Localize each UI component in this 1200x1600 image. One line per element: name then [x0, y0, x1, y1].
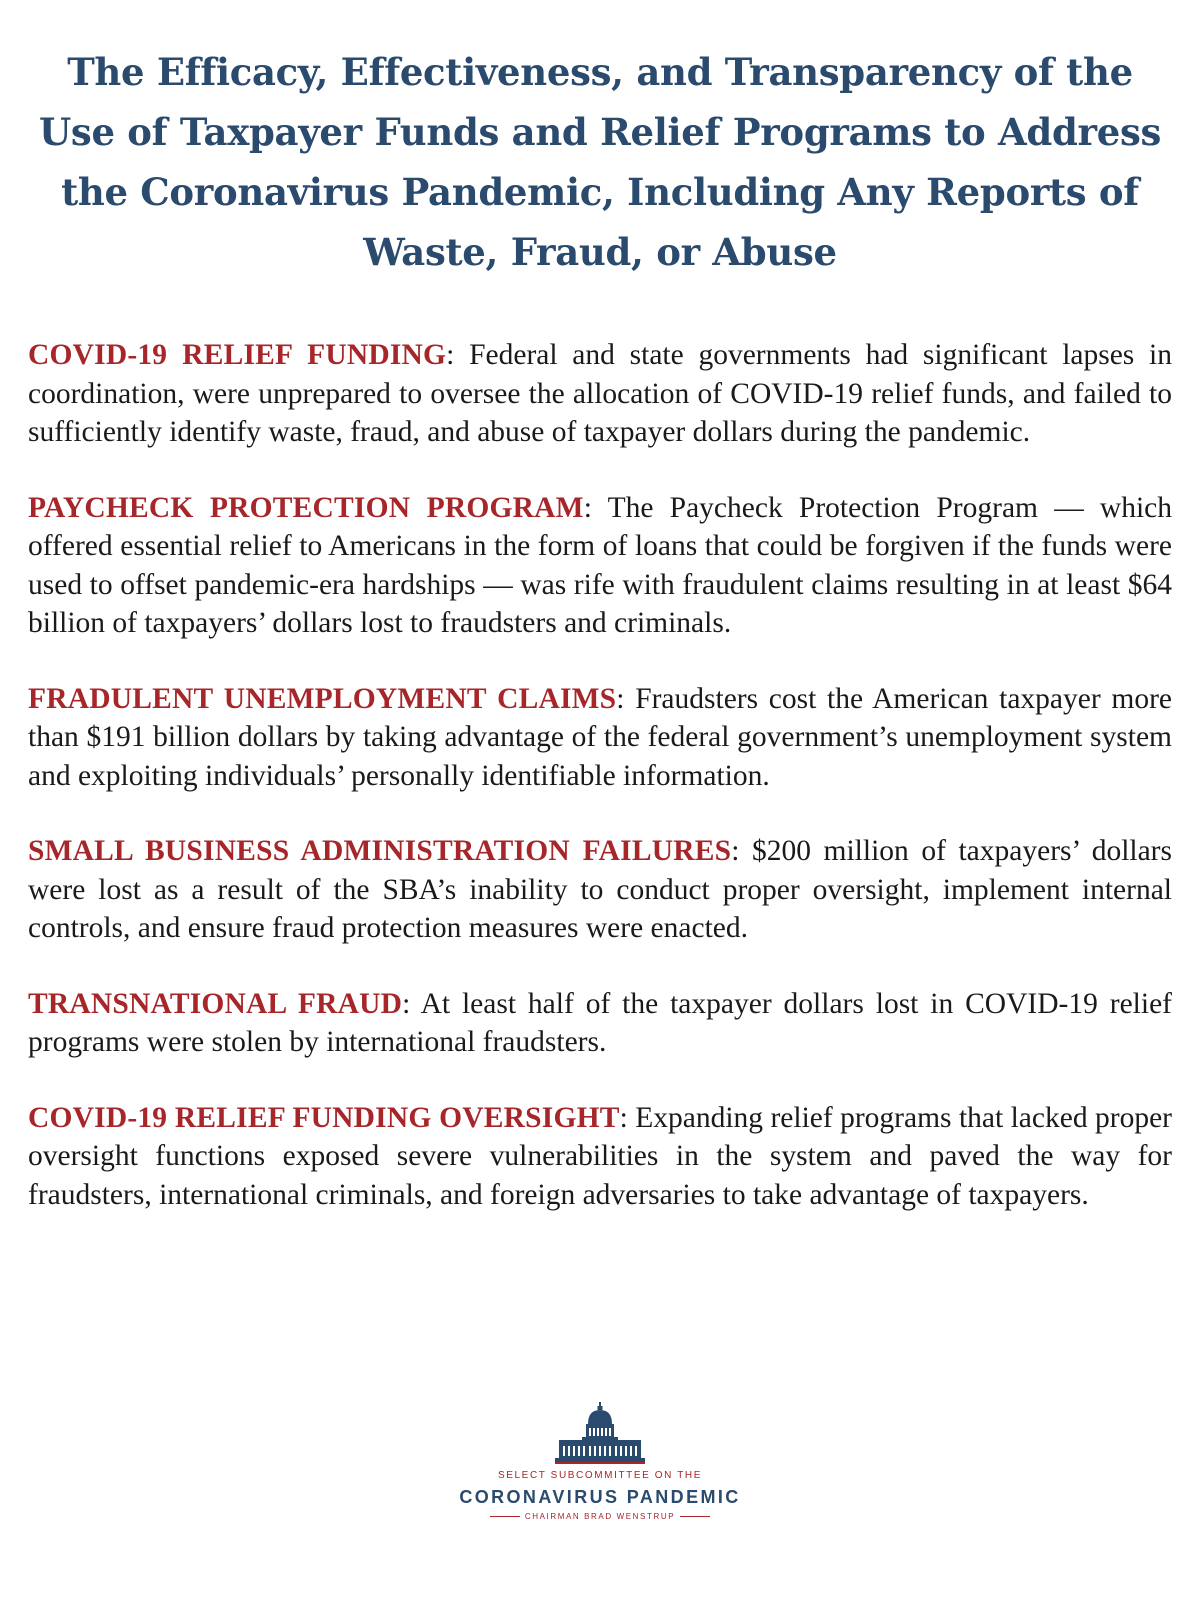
- section-body: : Expanding relief programs that lacked proper oversight functions exposed severe vulnerabilities in the system and paved the way for fraudsters, international criminals, and foreign adversaries to take advantage of taxpayers.: [28, 1101, 1172, 1211]
- capitol-dome-icon: [555, 1402, 645, 1464]
- footer-committee-name: CORONAVIRUS PANDEMIC: [459, 1487, 741, 1507]
- section-transnational-fraud: [28, 985, 1172, 1062]
- section-heading: SMALL BUSINESS ADMINISTRATION FAILURES: [28, 835, 732, 867]
- section-sba-failures: [28, 832, 1172, 948]
- footer-chairman-name: CHAIRMAN BRAD WENSTRUP: [524, 1512, 676, 1521]
- section-heading: FRADULENT UNEMPLOYMENT CLAIMS: [28, 682, 617, 715]
- section-body: : $200 million of taxpayers’ dollars were lost as a result of the SBA’s inability to conduct proper oversight, implement internal controls, and ensure fraud protection measures were enacted.: [28, 835, 1172, 944]
- page-title: The Efficacy, Effectiveness, and Transparency of the Use of Taxpayer Funds and Relief Programs to Address the Coronavirus Pandemic, Including Any Reports of Waste, Fraud, or Abuse: [38, 50, 1162, 274]
- section-heading: COVID-19 RELIEF FUNDING: [28, 339, 447, 371]
- section-paycheck-protection: [28, 489, 1172, 643]
- section-body: : At least half of the taxpayer dollars lost in COVID-19 relief programs were stolen by international fraudsters.: [28, 987, 1172, 1058]
- section-body: : The Paycheck Protection Program — which offered essential relief to Americans in the form of loans that could be forgiven if the funds were used to offset pandemic-era hardships — was rife with fraudulent claims resulting in at least $64 billion of taxpayers’ dollars lost to fraudsters and criminals.: [28, 491, 1172, 639]
- divider: [680, 1516, 710, 1517]
- sections-list: [28, 336, 1172, 1251]
- section-heading: TRANSNATIONAL FRAUD: [28, 987, 403, 1020]
- footer-subcommittee-label: SELECT SUBCOMMITTEE ON THE: [497, 1470, 703, 1481]
- section-covid-relief-funding: [28, 336, 1172, 452]
- footer-chairman: [0, 1512, 1200, 1521]
- divider: [490, 1516, 520, 1517]
- section-body: : Fraudsters cost the American taxpayer more than $191 billion dollars by taking advantage of the federal government’s unemployment system and exploiting individuals’ personally identifiable information.: [28, 682, 1172, 792]
- section-relief-oversight: [28, 1099, 1172, 1215]
- section-unemployment-claims: [28, 680, 1172, 796]
- section-heading: PAYCHECK PROTECTION PROGRAM: [28, 491, 584, 524]
- section-body: : Federal and state governments had significant lapses in coordination, were unprepared to oversee the allocation of COVID-19 relief funds, and failed to sufficiently identify waste, fraud, and abuse of taxpayer dollars during the pandemic.: [28, 339, 1172, 448]
- section-heading: COVID-19 RELIEF FUNDING OVERSIGHT: [28, 1101, 620, 1134]
- footer-logo: [0, 1402, 1200, 1521]
